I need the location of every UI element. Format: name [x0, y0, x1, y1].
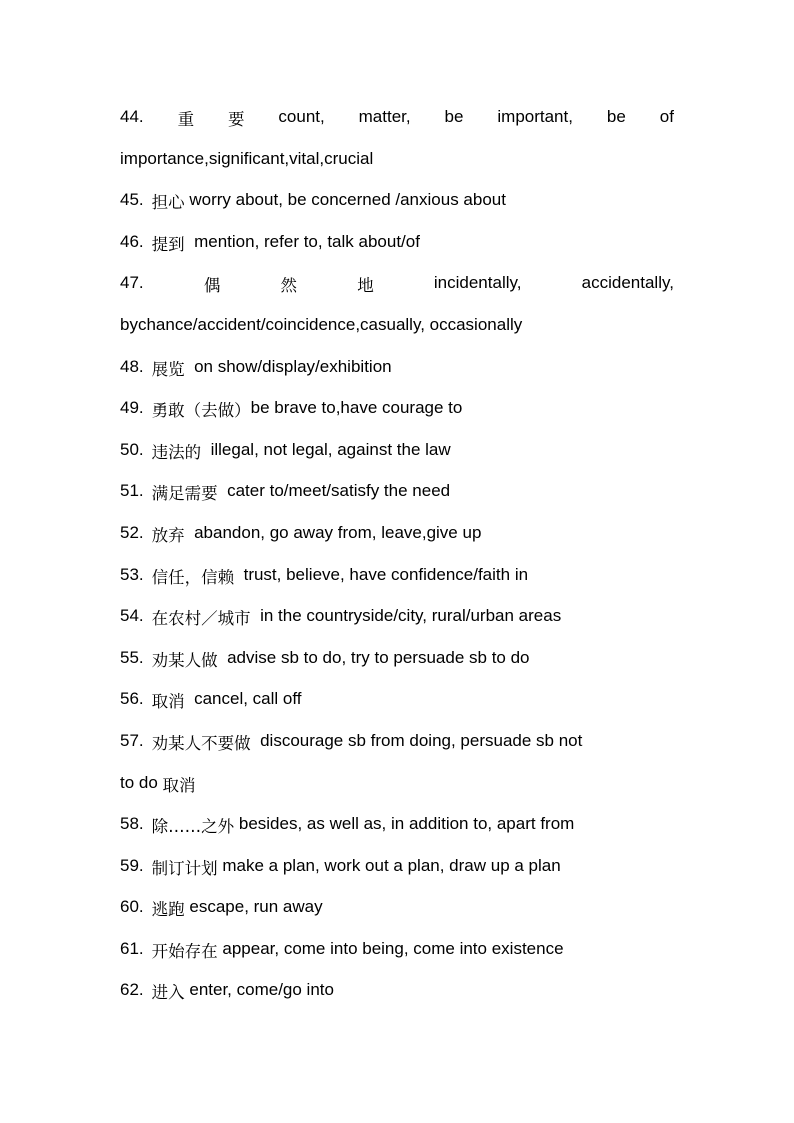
chinese-term: 制订计划: [151, 858, 218, 878]
english-definition: escape, run away: [189, 897, 323, 917]
english-definition: appear, come into being, come into existence: [222, 938, 564, 958]
entry-56: [120, 678, 674, 720]
entry-58: [120, 803, 674, 845]
chinese-term: 取消: [151, 692, 185, 712]
chinese-term: 劝某人不要做: [151, 733, 251, 753]
english-definition: worry about, be concerned /anxious about: [189, 190, 506, 210]
entry-54: [120, 595, 674, 637]
english-definition: advise sb to do, try to persuade sb to do: [227, 647, 530, 667]
english-word: be: [444, 107, 464, 126]
entry-48: [120, 346, 674, 388]
english-definition: enter, come/go into: [189, 980, 334, 1000]
entry-number: 48.: [120, 356, 144, 376]
entry-number: 54.: [120, 606, 144, 626]
chinese-term: 违法的: [151, 442, 202, 462]
entry-44-continuation: importance,significant,vital,crucial: [120, 148, 374, 168]
entry-number: 59.: [120, 855, 144, 875]
entry-57-continuation: [120, 762, 674, 804]
english-word: accidentally,: [581, 273, 674, 293]
entry-number: 44.: [120, 107, 144, 126]
english-definition: in the countryside/city, rural/urban areas: [260, 606, 562, 626]
chinese-term: 进入: [151, 983, 185, 1003]
entry-number: 49.: [120, 398, 144, 418]
english-definition: on show/display/exhibition: [194, 356, 392, 376]
chinese-term: 除……之外: [151, 817, 235, 837]
english-definition: make a plan, work out a plan, draw up a plan: [222, 855, 561, 875]
chinese-term: 勇敢（去做）: [151, 401, 251, 421]
vocabulary-list: [120, 96, 674, 1011]
chinese-term: 取消: [162, 775, 196, 795]
entry-62: [120, 969, 674, 1011]
entry-number: 50.: [120, 439, 144, 459]
entry-61: [120, 928, 674, 970]
chinese-term: 担心: [151, 193, 185, 213]
entry-47-continuation: bychance/accident/coincidence,casually, occasionally: [120, 314, 523, 334]
english-definition: be brave to,have courage to: [250, 398, 463, 418]
chinese-term: 展览: [151, 359, 185, 379]
entry-52: [120, 512, 674, 554]
continuation-text: to do: [120, 772, 158, 792]
entry-number: 53.: [120, 564, 144, 584]
entry-53: [120, 554, 674, 596]
english-word: count,: [278, 107, 325, 126]
english-word: of: [659, 107, 674, 126]
chinese-term: 在农村／城市: [151, 609, 251, 629]
entry-59: [120, 845, 674, 887]
entry-44: [120, 96, 674, 138]
english-definition: mention, refer to, talk about/of: [194, 231, 420, 251]
english-word: important,: [497, 107, 573, 126]
entry-49: [120, 387, 674, 429]
entry-50: [120, 429, 674, 471]
entry-number: 51.: [120, 481, 144, 501]
entry-number: 57.: [120, 730, 144, 750]
english-definition: discourage sb from doing, persuade sb not: [260, 730, 583, 750]
chinese-term: 重: [177, 110, 195, 129]
english-word: matter,: [358, 107, 411, 126]
chinese-term: 开始存在: [151, 941, 218, 961]
entry-47: [120, 262, 674, 304]
entry-number: 62.: [120, 980, 144, 1000]
chinese-term: 要: [227, 110, 245, 129]
chinese-term: 逃跑: [151, 900, 185, 920]
chinese-term: 地: [357, 276, 374, 296]
english-word: incidentally,: [433, 273, 522, 293]
chinese-term: 信任，信赖: [151, 567, 235, 587]
chinese-term: 满足需要: [151, 484, 218, 504]
entry-number: 58.: [120, 814, 144, 834]
entry-number: 47.: [120, 273, 144, 293]
entry-55: [120, 637, 674, 679]
english-word: be: [606, 107, 626, 126]
entry-number: 60.: [120, 897, 144, 917]
english-definition: illegal, not legal, against the law: [210, 439, 451, 459]
english-definition: abandon, go away from, leave,give up: [194, 522, 482, 542]
chinese-term: 放弃: [151, 525, 185, 545]
entry-60: [120, 886, 674, 928]
entry-number: 55.: [120, 647, 144, 667]
entry-46: [120, 221, 674, 263]
entry-number: 61.: [120, 938, 144, 958]
chinese-term: 偶: [203, 276, 221, 296]
chinese-term: 然: [280, 276, 298, 296]
entry-number: 46.: [120, 231, 144, 251]
entry-57: [120, 720, 674, 762]
english-definition: cater to/meet/satisfy the need: [227, 481, 451, 501]
entry-number: 56.: [120, 689, 144, 709]
entry-51: [120, 470, 674, 512]
chinese-term: 劝某人做: [151, 650, 218, 670]
entry-45: [120, 179, 674, 221]
chinese-term: 提到: [151, 234, 185, 254]
entry-number: 45.: [120, 190, 144, 210]
english-definition: besides, as well as, in addition to, apart from: [238, 814, 575, 834]
english-definition: trust, believe, have confidence/faith in: [243, 564, 529, 584]
english-definition: cancel, call off: [194, 689, 302, 709]
entry-number: 52.: [120, 522, 144, 542]
